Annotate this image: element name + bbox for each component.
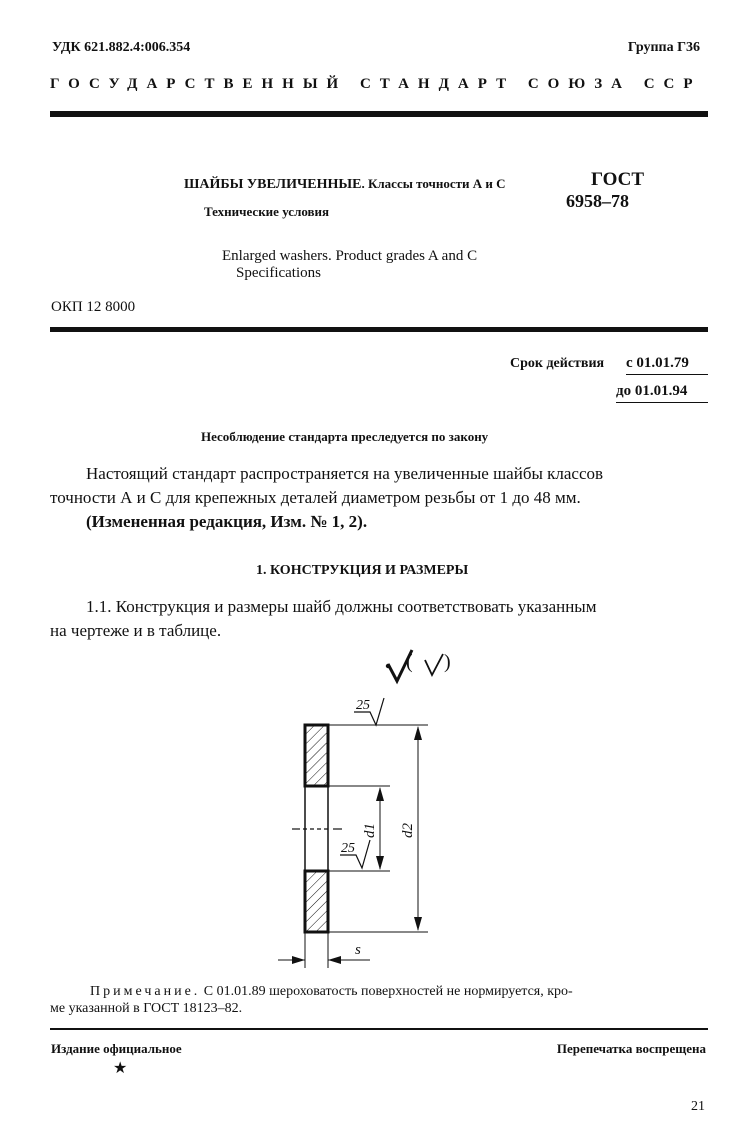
title-main: ШАЙБЫ УВЕЛИЧЕННЫЕ (184, 177, 362, 192)
dimension-d2-label: d2 (400, 823, 416, 838)
title-subtitle: Технические условия (204, 204, 330, 219)
validity-label: Срок действия (510, 356, 605, 371)
footer-rule (50, 1028, 708, 1030)
svg-text:(: ( (406, 651, 413, 673)
dimension-d1-label: d1 (362, 823, 378, 838)
okp-code: ОКП 12 8000 (51, 299, 136, 315)
group-code: Группа Г36 (627, 40, 700, 55)
dimension-s-label: s (355, 942, 361, 958)
state-standard-heading: ГОСУДАРСТВЕННЫЙ СТАНДАРТ СОЮЗА ССР (50, 76, 702, 92)
title-en-line1: Enlarged washers. Product grades A and C (222, 248, 478, 264)
note-line2: ме указанной в ГОСТ 18123–82. (50, 1001, 243, 1016)
roughness-general-icon (386, 650, 451, 681)
title-classes: . Классы точности А и С (361, 176, 506, 191)
roughness-inner-value: 25 (341, 841, 355, 856)
intro-line2: точности А и С для крепежных деталей диаметром резьбы от 1 до 48 мм. (50, 488, 581, 507)
validity-to: до 01.01.94 (616, 383, 708, 403)
roughness-top-value: 25 (356, 698, 370, 713)
section1-para-line1: 1.1. Конструкция и размеры шайб должны соответствовать указанным (86, 597, 597, 616)
udk-code: УДК 621.882.4:006.354 (52, 40, 191, 55)
gost-number: 6958–78 (566, 191, 629, 211)
intro-line1: Настоящий стандарт распространяется на увеличенные шайбы классов (86, 464, 604, 483)
note-line1 (90, 984, 573, 1000)
page-number: 21 (691, 1099, 705, 1114)
note-text: С 01.01.89 шероховатость поверхностей не нормируется, кро- (200, 984, 573, 999)
svg-text:): ) (444, 651, 451, 673)
star-icon: ★ (113, 1060, 128, 1077)
title-en-line2: Specifications (236, 265, 321, 281)
section1-heading: 1. КОНСТРУКЦИЯ И РАЗМЕРЫ (256, 563, 469, 578)
official-edition: Издание официальное (51, 1041, 182, 1056)
gost-label: ГОСТ (591, 169, 645, 190)
reprint-prohibited: Перепечатка воспрещена (556, 1041, 706, 1056)
washer-section (292, 725, 342, 932)
validity-from: с 01.01.79 (626, 355, 708, 375)
note-label: Примечание. (90, 984, 201, 999)
section1-para-line2: на чертеже и в таблице. (50, 621, 222, 640)
law-notice: Несоблюдение стандарта преследуется по закону (201, 429, 489, 444)
intro-amendment: (Измененная редакция, Изм. № 1, 2). (86, 512, 368, 531)
